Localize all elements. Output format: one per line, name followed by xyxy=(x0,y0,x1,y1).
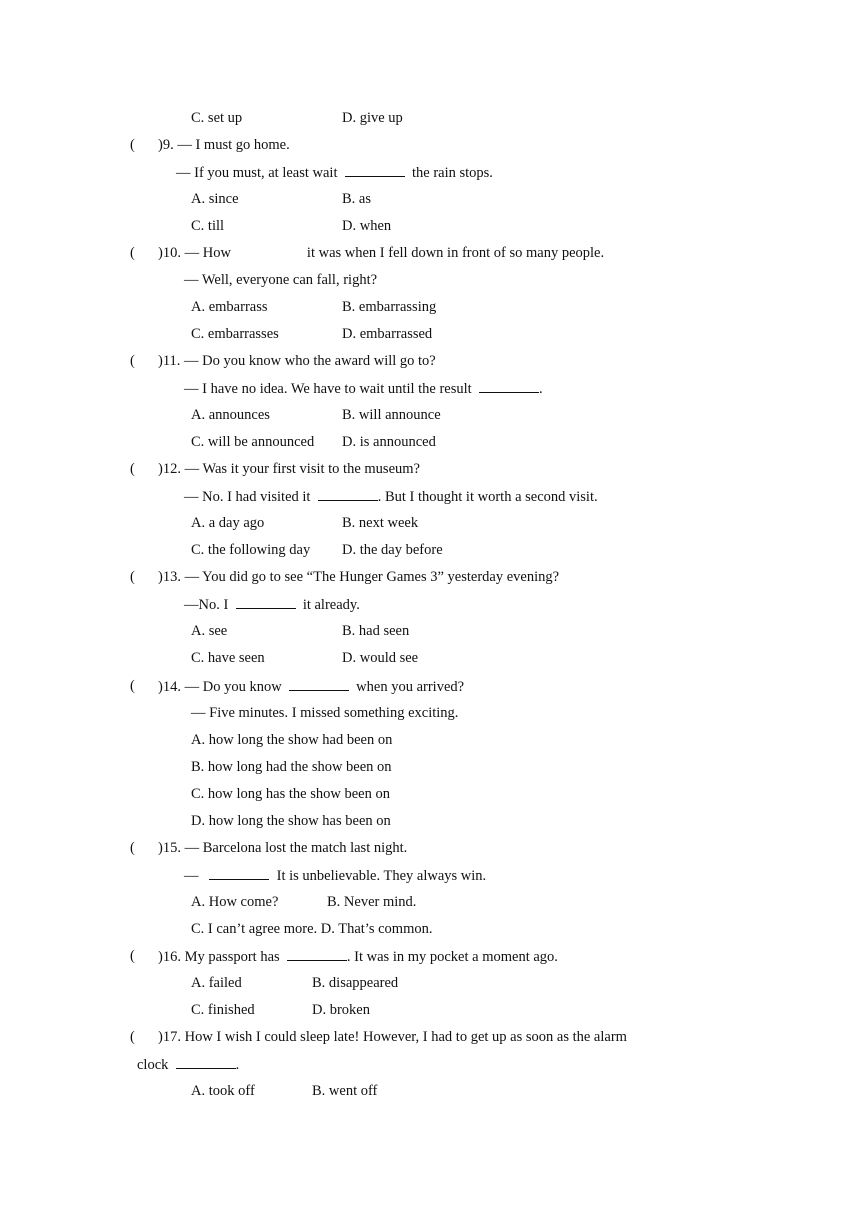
option-a[interactable]: A. see xyxy=(191,623,228,639)
question-15-stem xyxy=(158,839,407,857)
line-text: the rain stops. xyxy=(411,165,493,181)
option-b[interactable]: B. went off xyxy=(312,1083,378,1099)
stem-text: — Do you know xyxy=(184,679,282,695)
option-c[interactable]: C. how long has the show been on xyxy=(191,786,390,802)
option-b[interactable]: B. Never mind. xyxy=(327,894,417,910)
option-b[interactable]: B. embarrassing xyxy=(342,299,437,315)
option-a[interactable]: A. embarrass xyxy=(191,299,268,315)
answer-blank[interactable] xyxy=(345,163,405,177)
line-text: — I have no idea. We have to wait until the result xyxy=(184,381,472,397)
question-9-line2 xyxy=(176,163,493,182)
line-text: — No. I had visited it xyxy=(184,489,311,505)
answer-paren: ( xyxy=(130,948,135,964)
answer-blank[interactable] xyxy=(176,1055,236,1069)
option-c[interactable]: C. till xyxy=(191,218,225,234)
option-b[interactable]: B. how long had the show been on xyxy=(191,759,392,775)
option-a[interactable]: A. took off xyxy=(191,1083,255,1099)
line-text: . xyxy=(235,1057,240,1073)
question-14-line2: — Five minutes. I missed something exciting. xyxy=(191,705,459,721)
stem-text: How I wish I could sleep late! However, I had to get up as soon as the alarm xyxy=(184,1029,627,1045)
option-d[interactable]: D. embarrassed xyxy=(342,326,433,342)
stem-text: — You did go to see “The Hunger Games 3” yesterday evening? xyxy=(184,569,560,585)
answer-blank[interactable] xyxy=(479,379,539,393)
question-15-line2 xyxy=(184,866,486,885)
answer-paren: ( xyxy=(130,353,135,369)
option-d[interactable]: D. when xyxy=(342,218,392,234)
question-10-stem xyxy=(158,244,604,262)
answer-paren: ( xyxy=(130,569,135,585)
line-text: . But I thought it worth a second visit. xyxy=(377,489,598,505)
answer-blank[interactable] xyxy=(318,487,378,501)
stem-text: — I must go home. xyxy=(177,137,290,153)
answer-paren: ( xyxy=(130,245,135,261)
option-d[interactable]: D. the day before xyxy=(342,542,443,558)
option-b[interactable]: B. had seen xyxy=(342,623,410,639)
option-c[interactable]: C. the following day xyxy=(191,542,311,558)
line-text: . xyxy=(538,381,543,397)
answer-paren: ( xyxy=(130,137,135,153)
question-13-line2 xyxy=(184,595,360,614)
question-number: )16. xyxy=(158,949,181,965)
question-12-line2 xyxy=(184,487,598,506)
option-c[interactable]: C. embarrasses xyxy=(191,326,279,342)
answer-blank[interactable] xyxy=(289,677,349,691)
option-a[interactable]: A. announces xyxy=(191,407,270,423)
stem-text: — Was it your first visit to the museum? xyxy=(184,461,420,477)
question-number: )12. xyxy=(158,461,181,477)
option-d[interactable]: D. would see xyxy=(342,650,419,666)
answer-paren: ( xyxy=(130,461,135,477)
option-b[interactable]: B. next week xyxy=(342,515,419,531)
option-c[interactable]: C. finished xyxy=(191,1002,255,1018)
option-a[interactable]: A. since xyxy=(191,191,239,207)
question-16-stem xyxy=(158,947,558,966)
option-a[interactable]: A. How come? xyxy=(191,894,279,910)
option-a[interactable]: A. failed xyxy=(191,975,242,991)
stem-text: when you arrived? xyxy=(356,679,465,695)
q8-option-c: C. set up xyxy=(191,110,243,126)
answer-paren: ( xyxy=(130,840,135,856)
question-11-line2 xyxy=(184,379,543,398)
line-text: — xyxy=(184,868,199,884)
answer-paren: ( xyxy=(130,1029,135,1045)
option-b[interactable]: B. as xyxy=(342,191,371,207)
line-text: —No. I xyxy=(184,597,229,613)
question-14-stem xyxy=(158,677,464,696)
option-a[interactable]: A. a day ago xyxy=(191,515,265,531)
answer-blank[interactable] xyxy=(209,866,269,880)
question-11-stem xyxy=(158,352,436,370)
question-number: )9. xyxy=(158,137,174,153)
question-12-stem xyxy=(158,460,420,478)
line-text: — If you must, at least wait xyxy=(176,165,338,181)
stem-text: . It was in my pocket a moment ago. xyxy=(346,949,558,965)
option-b[interactable]: B. will announce xyxy=(342,407,441,423)
option-d[interactable]: D. is announced xyxy=(342,434,436,450)
question-number: )10. xyxy=(158,245,181,261)
question-number: )11. xyxy=(158,353,181,369)
option-a[interactable]: A. how long the show had been on xyxy=(191,732,393,748)
answer-paren: ( xyxy=(130,678,135,694)
line-text: clock xyxy=(137,1057,169,1073)
option-c-d[interactable]: C. I can’t agree more. D. That’s common. xyxy=(191,921,433,937)
line-text: it already. xyxy=(302,597,360,613)
question-number: )14. xyxy=(158,679,181,695)
stem-text: — Do you know who the award will go to? xyxy=(184,353,436,369)
option-c[interactable]: C. have seen xyxy=(191,650,265,666)
question-9-stem xyxy=(158,136,290,154)
question-number: )17. xyxy=(158,1029,181,1045)
question-number: )15. xyxy=(158,840,181,856)
line-text: It is unbelievable. They always win. xyxy=(276,868,487,884)
question-10-line2: — Well, everyone can fall, right? xyxy=(184,272,378,288)
answer-blank[interactable] xyxy=(287,947,347,961)
question-17-stem xyxy=(158,1028,627,1046)
stem-text: — Barcelona lost the match last night. xyxy=(184,840,408,856)
question-17-line2 xyxy=(137,1055,239,1074)
stem-text: My passport has xyxy=(184,949,280,965)
option-b[interactable]: B. disappeared xyxy=(312,975,399,991)
q8-option-d: D. give up xyxy=(342,110,403,126)
option-d[interactable]: D. how long the show has been on xyxy=(191,813,391,829)
question-13-stem xyxy=(158,568,559,586)
option-d[interactable]: D. broken xyxy=(312,1002,370,1018)
question-number: )13. xyxy=(158,569,181,585)
answer-blank[interactable] xyxy=(236,595,296,609)
option-c[interactable]: C. will be announced xyxy=(191,434,315,450)
stem-text: — How xyxy=(184,245,231,261)
stem-text: it was when I fell down in front of so many people. xyxy=(306,245,605,261)
